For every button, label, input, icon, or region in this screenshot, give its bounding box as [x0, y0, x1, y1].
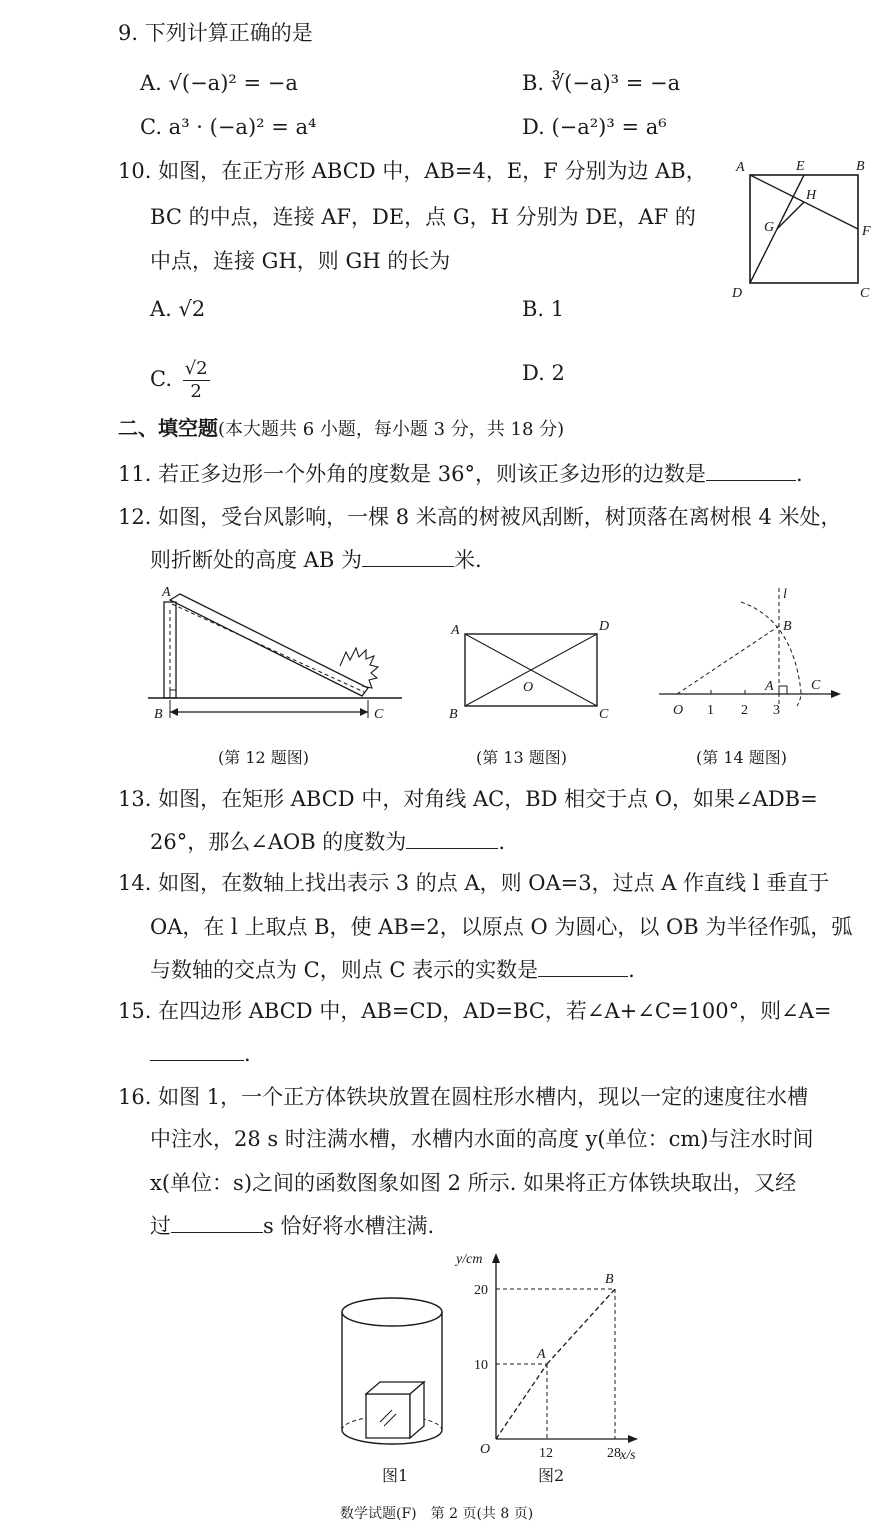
- q16-line1: 16. 如图 1，一个正方体铁块放置在圆柱形水槽内，现以一定的速度往水槽: [118, 1085, 809, 1109]
- q10-line1: 10. 如图，在正方形 ABCD 中，AB=4，E，F 分别为边 AB，: [118, 159, 707, 183]
- q12-line2-post: 米.: [453, 548, 482, 572]
- section-title-main: 二、填空题: [118, 416, 218, 440]
- chart-x-tick-12: 12: [539, 1446, 553, 1461]
- label-a: A: [736, 160, 745, 175]
- chart-y-tick-10: 10: [474, 1358, 488, 1373]
- fig14-right-angle: [779, 686, 787, 694]
- fig12-arrow-left: [170, 708, 178, 716]
- label-b: B: [856, 159, 865, 174]
- q10-option-c-fraction: [183, 358, 210, 403]
- chart-x-tick-28: 28: [607, 1446, 621, 1461]
- q10-option-a: A. √2: [150, 297, 206, 321]
- fig12-label-b: B: [154, 707, 163, 722]
- fig12-right-angle: [170, 690, 176, 698]
- q16-answer-blank[interactable]: [171, 1210, 263, 1233]
- chart-segment-1: [496, 1364, 547, 1439]
- q10-option-d: D. 2: [522, 361, 565, 385]
- q14-answer-blank[interactable]: [538, 954, 628, 977]
- chart-guides: [496, 1289, 615, 1439]
- q10-line2: BC 的中点，连接 AF，DE，点 G，H 分别为 DE，AF 的: [150, 205, 696, 229]
- label-c: C: [860, 286, 870, 301]
- page-footer: 数学试题(F) 第 2 页(共 8 页): [340, 1506, 534, 1522]
- q16-line4-pre: 过: [150, 1214, 171, 1238]
- section-title-note: (本大题共 6 小题，每小题 3 分，共 18 分): [218, 419, 565, 440]
- chart-x-label: x/s: [620, 1448, 636, 1463]
- q12-line2-pre: 则折断处的高度 AB 为: [150, 548, 362, 572]
- q11-line: [118, 458, 803, 489]
- q12-line2: [150, 544, 482, 575]
- fig12-tree: [140, 580, 410, 730]
- q10-option-c-denominator: 2: [190, 381, 202, 402]
- label-e: E: [796, 159, 805, 174]
- q9-option-c: C. a³ · (−a)² = a⁴: [140, 115, 317, 139]
- chart-point-label-b: B: [605, 1272, 614, 1287]
- q15-answer-blank[interactable]: [150, 1038, 244, 1061]
- label-h: H: [806, 188, 817, 203]
- q12-answer-blank[interactable]: [362, 544, 454, 567]
- fig13-label-b: B: [449, 707, 458, 722]
- q10-option-c: [150, 358, 210, 403]
- chart-y-tick-20: 20: [474, 1283, 488, 1298]
- segment-gh: [777, 202, 804, 229]
- q10-square-figure: [728, 155, 878, 303]
- fig14-label-c: C: [811, 678, 821, 693]
- q13-line1: 13. 如图，在矩形 ABCD 中，对角线 AC，BD 相交于点 O，如果∠ADB=: [118, 787, 818, 811]
- fig12-label-c: C: [374, 707, 384, 722]
- q11-end: .: [795, 462, 803, 486]
- q13-line2-pre: 26°，那么∠AOB 的度数为: [150, 830, 407, 854]
- q16-line4: [150, 1210, 434, 1241]
- fig14-tick-label-1: 1: [707, 703, 714, 718]
- q9-option-b: B. ∛(−a)³ = −a: [522, 71, 681, 95]
- chart-x-arrow: [628, 1435, 638, 1443]
- q12-line1: 12. 如图，受台风影响，一棵 8 米高的树被风刮断，树顶落在离树根 4 米处，: [118, 505, 842, 529]
- fig12-caption: (第 12 题图): [218, 748, 310, 767]
- chart-y-label: y/cm: [456, 1252, 483, 1267]
- fig14-segment-ob: [677, 626, 779, 694]
- chart-point-labels: [536, 1272, 614, 1362]
- fig14-tick-label-3: 3: [773, 703, 780, 718]
- q15-end: .: [244, 1042, 251, 1066]
- label-f: F: [862, 224, 871, 239]
- q13-end: .: [498, 830, 505, 854]
- fig14-number-line: [655, 580, 845, 725]
- cylinder-top: [342, 1298, 442, 1326]
- q13-answer-blank[interactable]: [406, 826, 498, 849]
- fig12-arrow-right: [360, 708, 368, 716]
- fig14-label-b: B: [783, 619, 792, 634]
- q16-line3: x(单位：s)之间的函数图象如图 2 所示. 如果将正方体铁块取出，又经: [150, 1171, 797, 1195]
- section-title: [118, 414, 564, 444]
- q11-answer-blank[interactable]: [706, 458, 796, 481]
- fig14-label-a: A: [765, 679, 774, 694]
- q10-line3: 中点，连接 GH，则 GH 的长为: [150, 249, 451, 273]
- q16-fig2-chart: [450, 1245, 660, 1465]
- q14-line2: OA，在 l 上取点 B，使 AB=2，以原点 O 为圆心，以 OB 为半径作弧，弧: [150, 915, 853, 939]
- label-d: D: [732, 286, 743, 301]
- fig13-label-a: A: [451, 623, 460, 638]
- q9-option-d: D. (−a²)³ = a⁶: [522, 115, 667, 139]
- q9-option-a: A. √(−a)² = −a: [140, 71, 298, 95]
- q9-stem: 9. 下列计算正确的是: [118, 21, 313, 45]
- q15-line2: [150, 1038, 251, 1069]
- fig13-label-d: D: [599, 619, 610, 634]
- q16-fig1-caption: 图1: [382, 1466, 409, 1485]
- fig14-caption: (第 14 题图): [696, 748, 788, 767]
- chart-segment-2: [547, 1289, 615, 1364]
- q11-text: 11. 若正多边形一个外角的度数是 36°，则该正多边形的边数是: [118, 462, 706, 486]
- q14-end: .: [628, 958, 635, 982]
- fig13-label-c: C: [599, 707, 609, 722]
- q16-fig1-cylinder: [330, 1290, 460, 1460]
- q10-option-c-numerator: √2: [184, 358, 208, 379]
- q16-line2: 中注水，28 s 时注满水槽，水槽内水面的高度 y(单位：cm)与注水时间: [150, 1127, 814, 1151]
- q14-line3: [150, 954, 635, 985]
- q10-option-b: B. 1: [522, 297, 565, 321]
- q15-line1: 15. 在四边形 ABCD 中，AB=CD，AD=BC，若∠A+∠C=100°，则∠A=: [118, 999, 832, 1023]
- q14-line3-pre: 与数轴的交点为 C，则点 C 表示的实数是: [150, 958, 539, 982]
- fig14-label-o: O: [673, 703, 684, 718]
- fig12-hyp-dash: [172, 604, 364, 692]
- fig14-axis-arrow: [831, 690, 841, 698]
- q14-line1: 14. 如图，在数轴上找出表示 3 的点 A，则 OA=3，过点 A 作直线 l 垂直于: [118, 871, 830, 895]
- chart-y-arrow: [492, 1253, 500, 1263]
- fig12-label-a: A: [162, 585, 171, 600]
- fig14-tick-label-2: 2: [741, 703, 748, 718]
- fig12-tree-crown: [340, 648, 378, 688]
- chart-origin-label: O: [480, 1442, 491, 1457]
- cube-front: [366, 1394, 410, 1438]
- q10-option-c-prefix: C.: [150, 367, 172, 391]
- q13-line2: [150, 826, 505, 857]
- label-g: G: [764, 220, 775, 235]
- q16-line4-post: s 恰好将水槽注满.: [263, 1214, 435, 1238]
- fig14-label-l: l: [783, 587, 787, 602]
- fig13-rectangle: [445, 612, 625, 724]
- fig13-caption: (第 13 题图): [476, 748, 568, 767]
- chart-point-label-a: A: [537, 1347, 546, 1362]
- q16-fig2-caption: 图2: [538, 1466, 565, 1485]
- fig13-label-o: O: [523, 680, 534, 695]
